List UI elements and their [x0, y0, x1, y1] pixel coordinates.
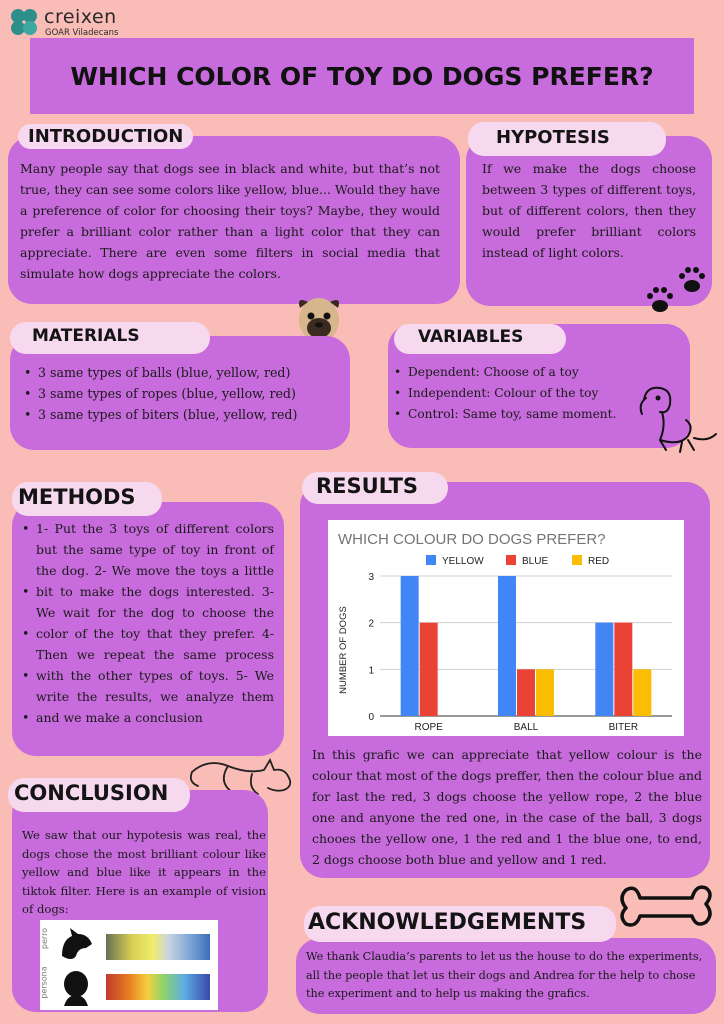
conclusion-text: We saw that our hypotesis was real, the dogs chose the most brilliant colour like yellow and blue like it appears in the tiktok filter. Here is an example of vision of dogs:: [22, 828, 266, 916]
dog-vision-example: [40, 920, 218, 1010]
legend-label-yellow: YELLOW: [442, 556, 484, 567]
page-title: WHICH COLOR OF TOY DO DOGS PREFER?: [70, 61, 654, 91]
legend-swatch-yellow: [426, 555, 436, 565]
bar-ball-yellow: [498, 576, 516, 716]
bar-ball-blue: [517, 669, 535, 716]
vision-label-person: persona: [39, 966, 49, 999]
bar-rope-yellow: [401, 576, 419, 716]
conclusion-heading: CONCLUSION: [8, 778, 190, 812]
introduction-heading: INTRODUCTION: [18, 124, 193, 149]
human-vision-gradient: [106, 974, 210, 1000]
y-tick-label: 3: [368, 572, 374, 583]
person-head-icon: [58, 968, 94, 1008]
x-tick-label: ROPE: [414, 722, 443, 733]
acknowledgements-text: We thank Claudia’s parents to let us the house to do the experiments, all the people that let us their dogs and Andrea for the help to chose the experiment and to help us making the grafics.: [306, 950, 703, 1000]
list-item: • 3 same types of ropes (blue, yellow, red): [24, 383, 344, 404]
materials-list: [24, 362, 344, 425]
chart-y-axis-label: NUMBER OF DOGS: [338, 606, 349, 694]
variables-heading: VARIABLES: [394, 324, 566, 354]
title-banner: [30, 38, 694, 114]
legend-swatch-blue: [506, 555, 516, 565]
y-tick-label: 0: [368, 712, 374, 723]
chart-title: WHICH COLOUR DO DOGS PREFER?: [338, 531, 606, 548]
bar-ball-red: [536, 669, 554, 716]
chart-svg: [328, 520, 684, 736]
acknowledgements-heading: ACKNOWLEDGEMENTS: [304, 906, 616, 942]
vision-label-dog: perro: [40, 927, 50, 950]
logo-subtitle: GOAR Viladecans: [45, 28, 119, 38]
bar-biter-red: [633, 669, 651, 716]
hypothesis-heading: HYPOTESIS: [468, 122, 666, 156]
clover-logo-icon: [8, 6, 40, 38]
bone-icon: [618, 878, 714, 936]
introduction-text: Many people say that dogs see in black and white, but that’s not true, they can see some colors like yellow, blue... Would they have a preference of color for choosing their toys? Maybe, they would prefer a brilliant color rather than a light color that they can appreciate. There are even some filters in social media that simulate how dogs appreciate the colors.: [20, 161, 440, 281]
list-item: • Dependent: Choose of a toy: [394, 362, 654, 383]
x-tick-label: BITER: [608, 722, 639, 733]
legend-label-red: RED: [588, 556, 610, 567]
bar-rope-blue: [420, 623, 438, 716]
y-tick-label: 1: [368, 665, 374, 677]
paw-prints-icon: [640, 264, 710, 324]
list-item: • Independent: Colour of the toy: [394, 383, 654, 404]
variables-list: [394, 362, 654, 425]
bar-biter-yellow: [595, 623, 613, 716]
materials-heading: MATERIALS: [10, 322, 210, 354]
methods-heading: METHODS: [12, 482, 162, 516]
hypothesis-text: If we make the dogs choose between 3 types of different toys, but of different colors, then they would prefer brilliant colors instead of light colors.: [482, 161, 696, 260]
list-item: • 3 same types of balls (blue, yellow, red): [24, 362, 344, 383]
results-text: In this grafic we can appreciate that yellow colour is the colour that most of the dogs preffer, then the colour blue and for last the red, 3 dogs choose the yellow rope, 2 the blue one and anyone the red one, in the case of the ball, 3 dogs chooes the yellow one, 1 the red and 1 the blue one, to end, 2 dogs choose both blue and yellow and 1 red.: [312, 747, 702, 867]
x-tick-label: BALL: [513, 722, 539, 733]
results-chart: [328, 520, 684, 736]
logo-name: creixen: [44, 6, 117, 28]
dog-outline-icon: [636, 380, 720, 456]
chart-bars: [401, 576, 652, 716]
chart-legend: [426, 555, 609, 567]
chart-y-labels: [368, 572, 374, 723]
legend-label-blue: BLUE: [522, 556, 549, 567]
y-tick-label: 2: [368, 618, 374, 630]
dog-head-icon: [58, 926, 94, 964]
dog-vision-gradient: [106, 934, 210, 960]
list-item: • Control: Same toy, same moment.: [394, 404, 654, 425]
logo: [8, 6, 148, 40]
methods-bullets: • • • • •: [22, 521, 30, 725]
list-item: • 3 same types of biters (blue, yellow, red): [24, 404, 344, 425]
results-heading: RESULTS: [302, 472, 448, 504]
methods-text: 1- Put the 3 toys of different colors but the same type of toy in front of the dog. 2- We move the toys a little bit to make the dogs interested. 3- We wait for the dog to choose the color of the toy that they prefer. 4- Then we repeat the same process with the other types of toys. 5- We write the results, we analyze them and we make a conclusion: [36, 521, 274, 725]
legend-swatch-red: [572, 555, 582, 565]
bar-biter-blue: [614, 623, 632, 716]
chart-x-labels: [414, 722, 638, 733]
